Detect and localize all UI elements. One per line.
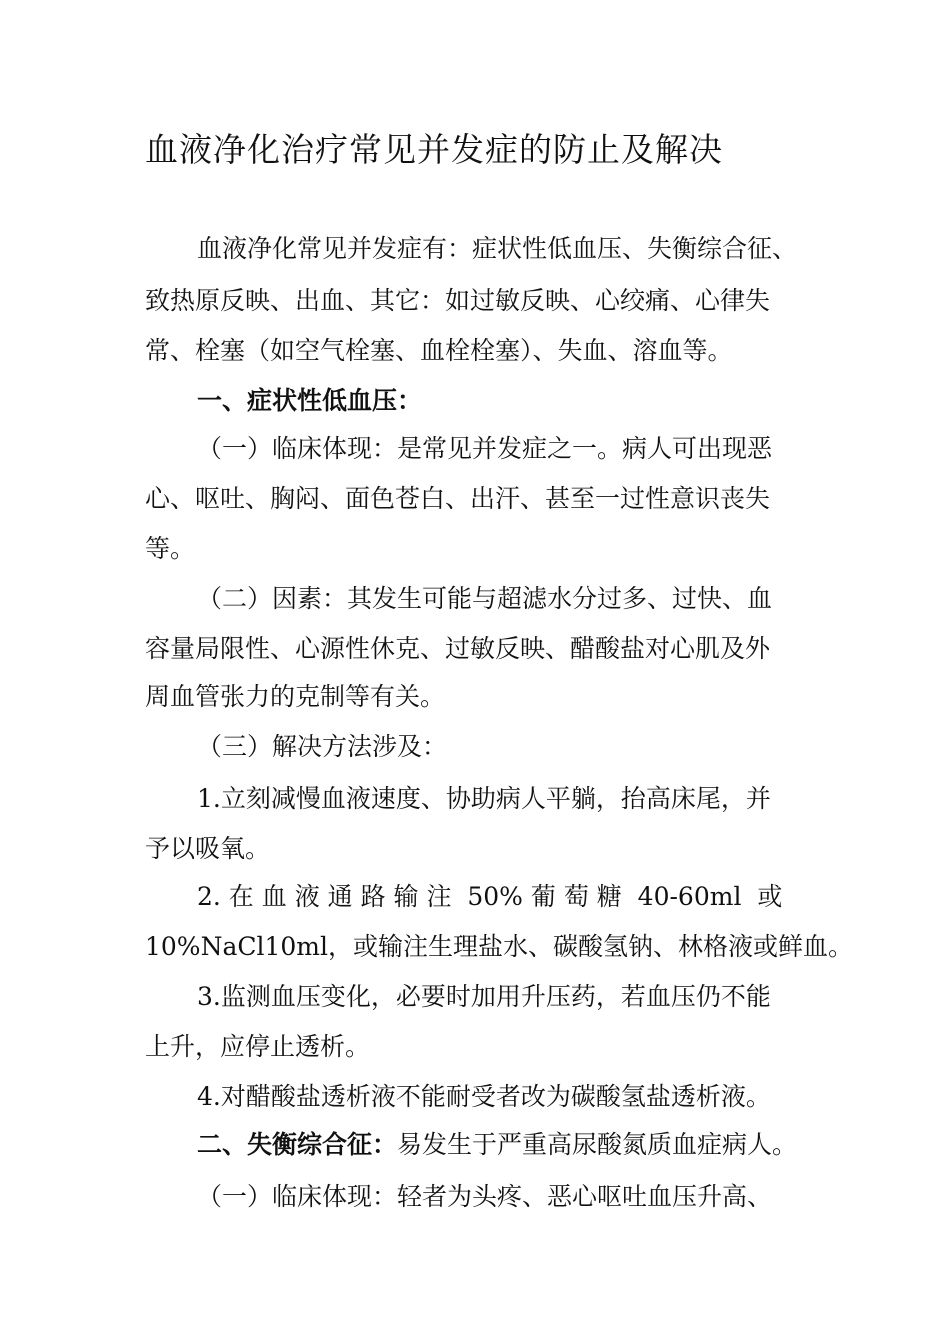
paragraph-line: 予以吸氧。: [145, 834, 271, 863]
paragraph-line: 3.监测血压变化，必要时加用升压药，若血压仍不能: [197, 982, 771, 1011]
paragraph-line: 1.立刻减慢血液速度、协助病人平躺，抬高床尾，并: [197, 784, 771, 813]
paragraph-line: 周血管张力的克制等有关。: [145, 682, 446, 711]
paragraph-line: （二）因素：其发生可能与超滤水分过多、过快、血: [197, 584, 773, 613]
paragraph-line: （三）解决方法涉及：: [197, 732, 448, 761]
section-heading: 一、症状性低血压：: [197, 386, 423, 415]
paragraph-line: 致热原反映、出血、其它：如过敏反映、心绞痛、心律失: [145, 286, 771, 315]
paragraph-line: 心、呕吐、胸闷、面色苍白、出汗、甚至一过性意识丧失: [145, 484, 771, 513]
section-heading: 二、失衡综合征：: [197, 1130, 398, 1159]
paragraph-line: 上升，应停止透析。: [145, 1032, 371, 1061]
paragraph-line: 血液净化常见并发症有：症状性低血压、失衡综合征、: [197, 234, 798, 263]
paragraph-line: 容量局限性、心源性休克、过敏反映、醋酸盐对心肌及外: [145, 634, 771, 663]
paragraph-line: （一）临床体现：是常见并发症之一。病人可出现恶: [197, 434, 773, 463]
paragraph-text: 易发生于严重高尿酸氮质血症病人。: [397, 1130, 798, 1159]
paragraph-line: 4.对醋酸盐透析液不能耐受者改为碳酸氢盐透析液。: [197, 1082, 771, 1111]
paragraph-line: 等。: [145, 534, 196, 563]
document-title: 血液净化治疗常见并发症的防止及解决: [145, 130, 723, 169]
paragraph-line: 常、栓塞（如空气栓塞、血栓栓塞）、失血、溶血等。: [145, 336, 733, 365]
paragraph-line: （一）临床体现：轻者为头疼、恶心呕吐血压升高、: [197, 1182, 773, 1211]
paragraph-line: 2. 在 血 液 通 路 输 注 50% 葡 萄 糖 40-60ml 或: [197, 882, 783, 911]
paragraph-line: 10%NaCl10ml，或输注生理盐水、碳酸氢钠、林格液或鲜血。: [145, 932, 853, 961]
section-heading-line: [197, 1128, 797, 1162]
